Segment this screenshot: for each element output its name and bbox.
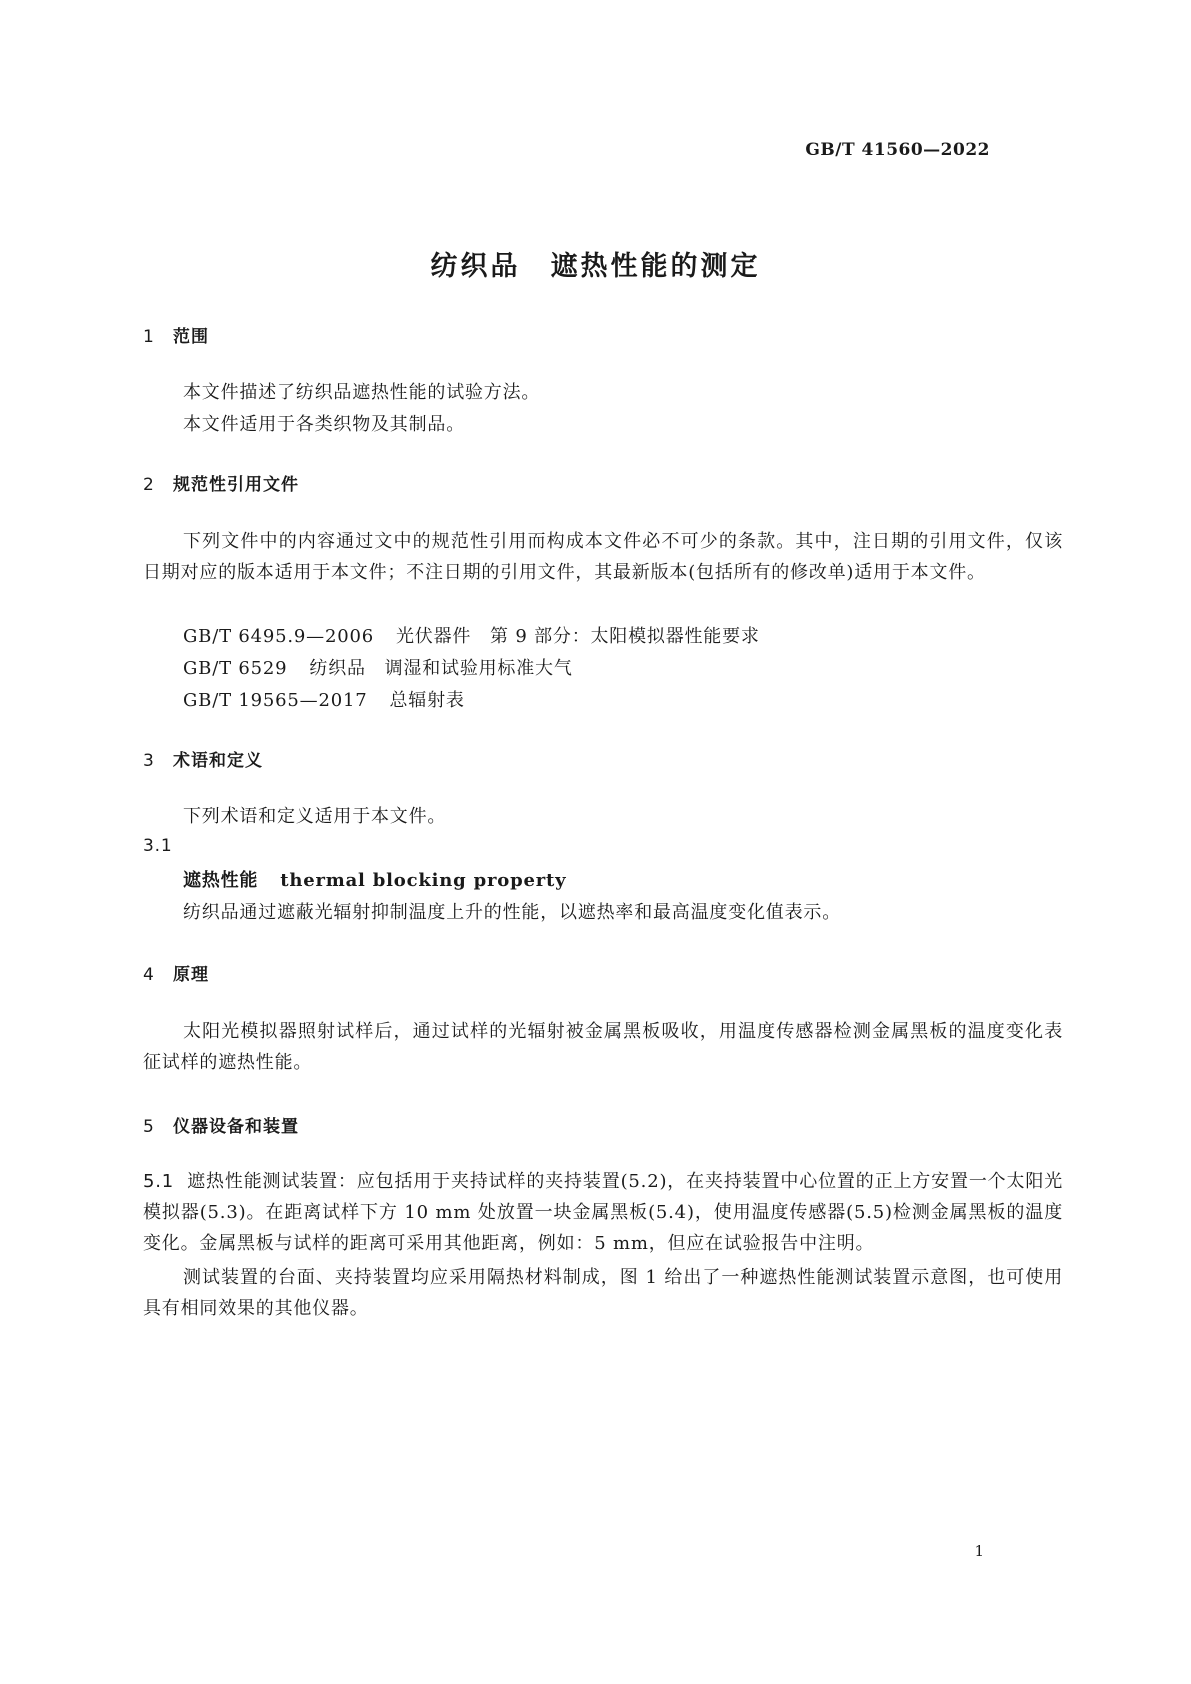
subsection-number: 5.1 (143, 1171, 175, 1192)
paragraph: 本文件适用于各类织物及其制品。 (183, 414, 465, 435)
term-english: thermal blocking property (280, 870, 567, 891)
section-number: 1 (143, 327, 155, 347)
reference-title: 总辐射表 (389, 690, 465, 711)
reference-item (183, 622, 760, 648)
document-code: GB/T 41560—2022 (805, 140, 990, 160)
paragraph: 本文件描述了纺织品遮热性能的试验方法。 (183, 382, 541, 403)
section-number: 5 (143, 1117, 155, 1137)
section-title: 术语和定义 (173, 751, 263, 771)
section-title: 范围 (173, 327, 209, 347)
reference-title: 纺织品 调湿和试验用标准大气 (309, 658, 573, 679)
paragraph: 下列术语和定义适用于本文件。 (183, 806, 447, 827)
term-chinese: 遮热性能 (183, 870, 259, 891)
section-5-heading (143, 1112, 299, 1137)
section-number: 3 (143, 751, 155, 771)
paragraph (143, 1166, 1063, 1259)
term-definition: 纺织品通过遮蔽光辐射抑制温度上升的性能，以遮热率和最高温度变化值表示。 (183, 902, 841, 923)
section-3-heading (143, 746, 263, 771)
section-number: 2 (143, 475, 155, 495)
section-4-heading (143, 960, 209, 985)
paragraph: 下列文件中的内容通过文中的规范性引用而构成本文件必不可少的条款。其中，注日期的引用文件，仅该日期对应的版本适用于本文件；不注日期的引用文件，其最新版本(包括所有的修改单)适用于本文件。 (143, 531, 1063, 583)
section-title: 原理 (173, 965, 209, 985)
section-title: 仪器设备和装置 (173, 1117, 299, 1137)
page-number: 1 (974, 1542, 984, 1560)
section-1-heading (143, 322, 209, 347)
term-entry (183, 866, 566, 892)
section-number: 4 (143, 965, 155, 985)
reference-item (183, 654, 573, 680)
reference-item (183, 686, 465, 712)
subsection-number: 3.1 (143, 836, 173, 856)
document-title: 纺织品 遮热性能的测定 (430, 251, 761, 282)
paragraph: 太阳光模拟器照射试样后，通过试样的光辐射被金属黑板吸收，用温度传感器检测金属黑板的温度变化表征试样的遮热性能。 (143, 1021, 1063, 1073)
paragraph-text: 遮热性能测试装置：应包括用于夹持试样的夹持装置(5.2)，在夹持装置中心位置的正上方安置一个太阳光模拟器(5.3)。在距离试样下方 10 mm 处放置一块金属黑板(5.4)，使用温度传感器(5.5)检测金属黑板的温度变化。金属黑板与试样的距离可采用其他距离，例如：5 mm，但应在试验报告中注明。 (143, 1171, 1063, 1254)
reference-code: GB/T 6495.9—2006 (183, 626, 374, 647)
section-title: 规范性引用文件 (173, 475, 299, 495)
paragraph: 测试装置的台面、夹持装置均应采用隔热材料制成，图 1 给出了一种遮热性能测试装置示意图，也可使用具有相同效果的其他仪器。 (143, 1267, 1063, 1319)
reference-code: GB/T 6529 (183, 658, 288, 679)
section-2-heading (143, 470, 299, 495)
reference-title: 光伏器件 第 9 部分：太阳模拟器性能要求 (396, 626, 760, 647)
reference-code: GB/T 19565—2017 (183, 690, 368, 711)
